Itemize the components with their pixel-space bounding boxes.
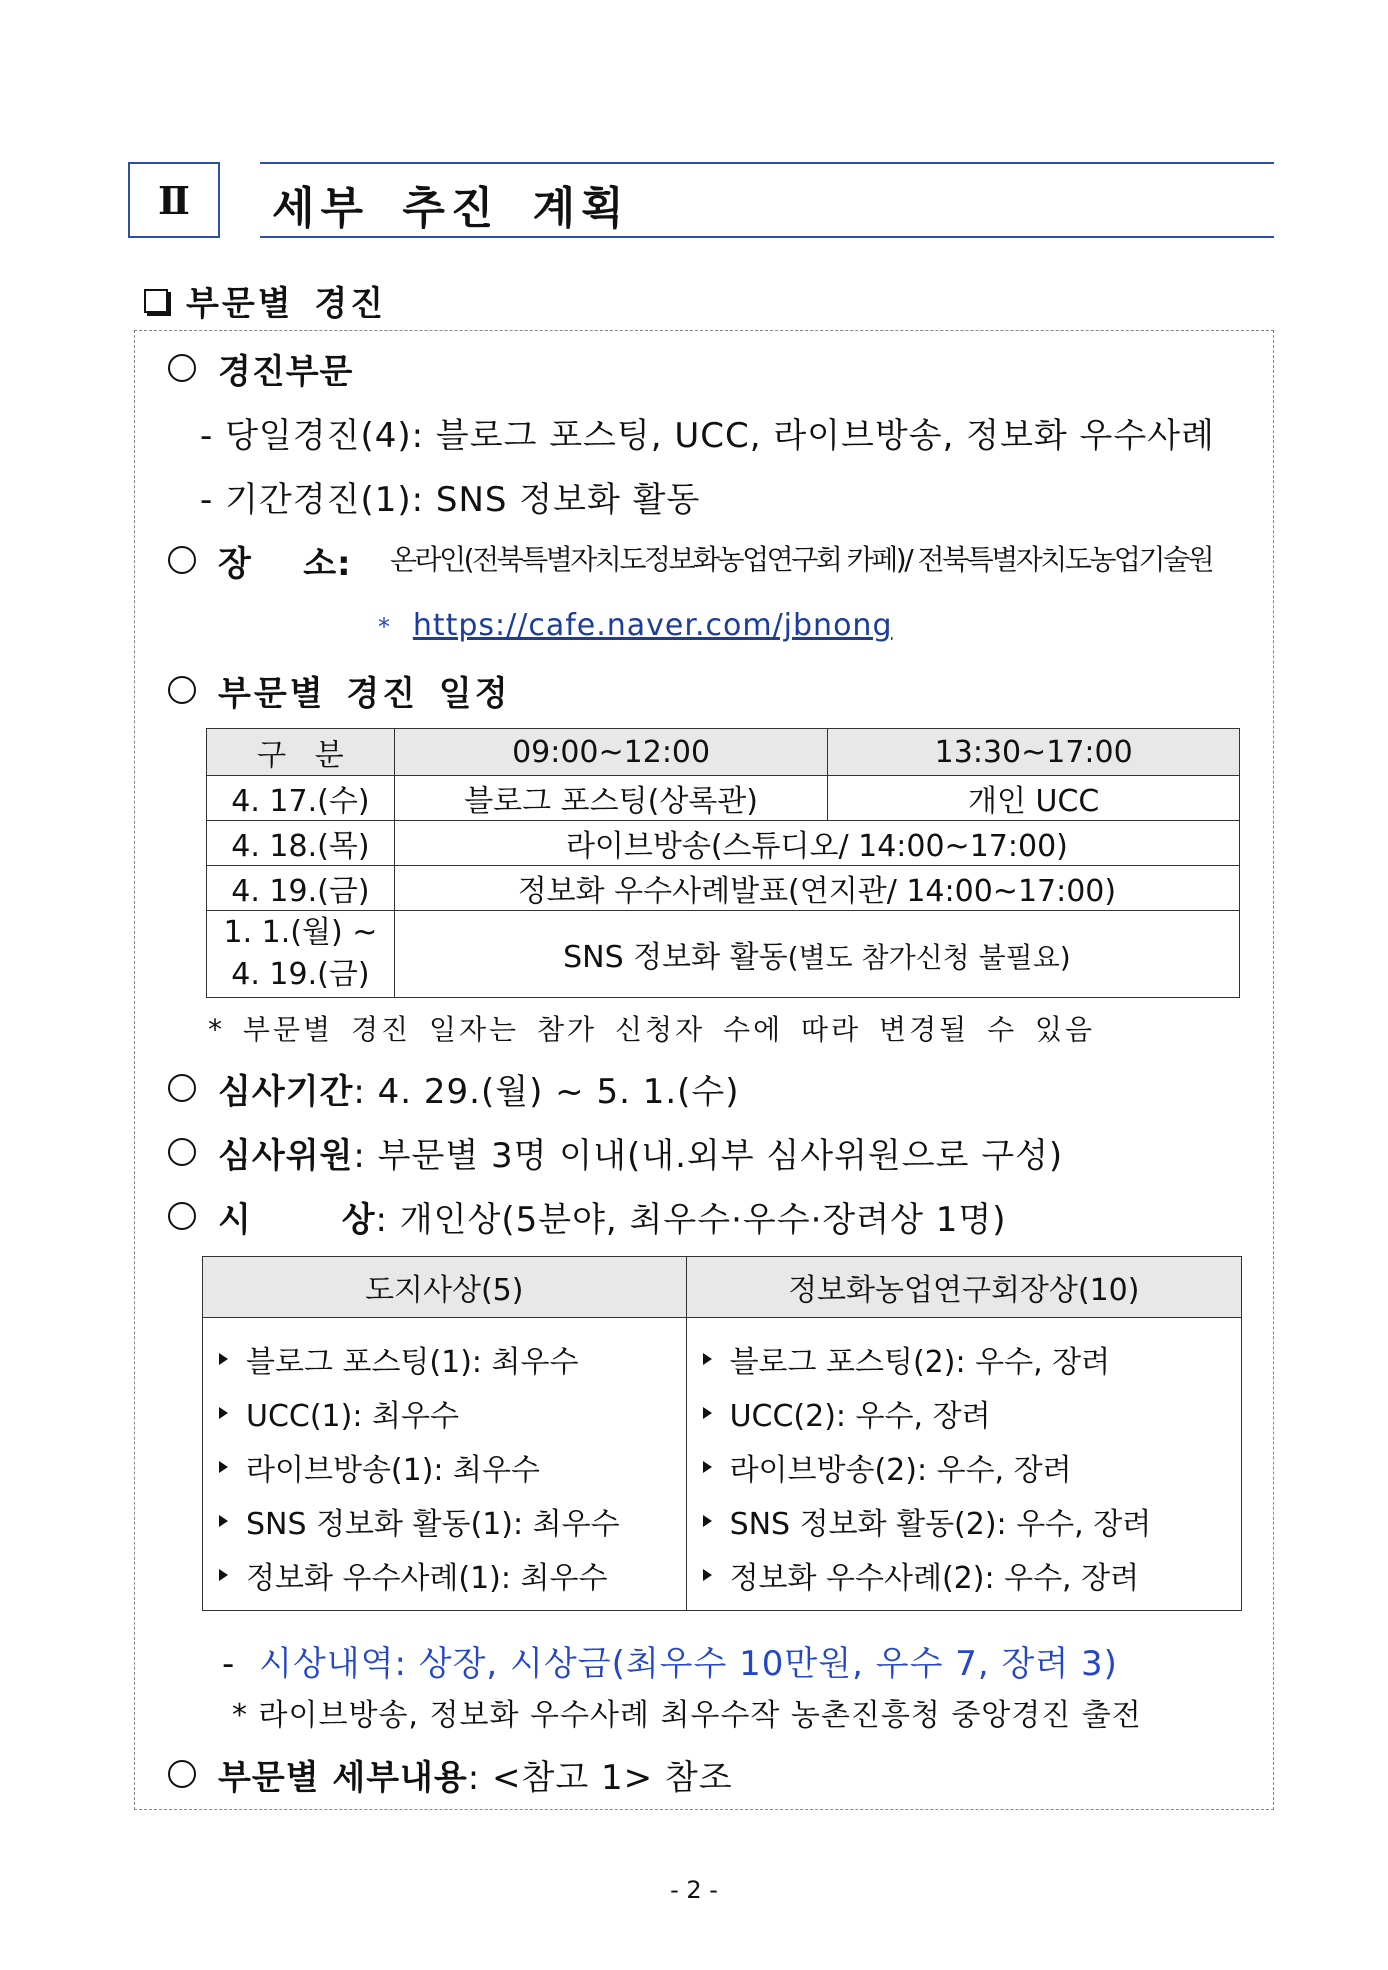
awards-label: 시 상 xyxy=(218,1200,376,1240)
cafe-link[interactable]: https://cafe.naver.com/jbnong xyxy=(412,608,893,643)
triangle-bullet-icon xyxy=(703,1353,712,1365)
details-line xyxy=(218,1750,733,1799)
schedule-date: 4. 17.(수) xyxy=(207,776,395,821)
table-row xyxy=(207,866,1240,911)
review-period-label: 심사기간 xyxy=(218,1072,354,1112)
table-row xyxy=(207,776,1240,821)
schedule-header-am: 09:00~12:00 xyxy=(394,729,828,776)
schedule-event: 정보화 우수사례발표(연지관/ 14:00~17:00) xyxy=(394,866,1239,911)
details-label: 부문별 세부내용 xyxy=(218,1758,468,1798)
title-bottom-rule xyxy=(260,236,1274,238)
triangle-bullet-icon xyxy=(703,1569,712,1581)
list-item xyxy=(703,1494,1241,1548)
circle-bullet-icon xyxy=(168,1202,196,1230)
triangle-bullet-icon xyxy=(703,1407,712,1419)
circle-bullet-icon xyxy=(168,676,196,704)
awards-header-governor: 도지사상(5) xyxy=(203,1257,687,1318)
prize-details-line xyxy=(222,1636,1118,1685)
judges-line xyxy=(218,1128,1063,1177)
schedule-header-row xyxy=(207,729,1240,776)
date-range-start: 1. 1.(월) ~ xyxy=(223,915,378,950)
circle-bullet-icon xyxy=(168,1138,196,1166)
section-title-bar xyxy=(260,162,1274,238)
venue-label: 장 소: xyxy=(218,544,352,584)
link-asterisk: * xyxy=(378,613,391,641)
details-value: : <참고 1> 참조 xyxy=(467,1758,733,1798)
list-item xyxy=(219,1332,686,1386)
award-item-text: 라이브방송(2): 우수, 장려 xyxy=(729,1453,1072,1488)
review-period-line xyxy=(218,1064,740,1113)
list-item xyxy=(219,1386,686,1440)
judges-label: 심사위원 xyxy=(218,1136,354,1176)
judges-value: : 부문별 3명 이내(내.외부 심사위원으로 구성) xyxy=(353,1136,1064,1176)
schedule-am-event: 블로그 포스팅(상록관) xyxy=(394,776,828,821)
award-item-text: UCC(1): 최우수 xyxy=(246,1399,459,1434)
list-item xyxy=(703,1548,1241,1602)
date-range-end: 4. 19.(금) xyxy=(231,957,370,992)
list-item xyxy=(703,1332,1241,1386)
awards-header-society: 정보화농업연구회장상(10) xyxy=(686,1257,1241,1318)
award-item-text: UCC(2): 우수, 장려 xyxy=(729,1399,991,1434)
schedule-table xyxy=(206,728,1240,998)
venue-value: 온라인(전북특별자치도정보화농업연구회 카페)/ 전북특별자치도농업기술원 xyxy=(390,543,1213,576)
categories-heading: 경진부문 xyxy=(218,352,354,392)
prize-dash: - xyxy=(222,1644,236,1684)
schedule-event: 라이브방송(스튜디오/ 14:00~17:00) xyxy=(394,821,1239,866)
title-top-rule xyxy=(260,162,1274,164)
triangle-bullet-icon xyxy=(703,1461,712,1473)
award-item-text: SNS 정보화 활동(1): 최우수 xyxy=(246,1507,620,1542)
schedule-header-category: 구 분 xyxy=(207,729,395,776)
award-item-text: 정보화 우수사례(2): 우수, 장려 xyxy=(729,1561,1140,1596)
page-number: - 2 - xyxy=(670,1876,718,1904)
table-row xyxy=(207,911,1240,998)
section-numeral: Ⅱ xyxy=(128,162,220,238)
period-categories: - 기간경진(1): SNS 정보화 활동 xyxy=(200,480,701,520)
section-title: 세부 추진 계획 xyxy=(272,183,630,234)
award-item-text: 블로그 포스팅(1): 최우수 xyxy=(246,1345,579,1380)
governor-award-list xyxy=(203,1318,687,1611)
same-day-categories: - 당일경진(4): 블로그 포스팅, UCC, 라이브방송, 정보화 우수사례 xyxy=(200,416,1215,456)
triangle-bullet-icon xyxy=(219,1515,228,1527)
circle-bullet-icon xyxy=(168,1074,196,1102)
list-item xyxy=(703,1386,1241,1440)
schedule-date: 4. 19.(금) xyxy=(207,866,395,911)
circle-bullet-icon xyxy=(168,354,196,382)
award-item-text: 정보화 우수사례(1): 최우수 xyxy=(246,1561,608,1596)
schedule-note: * 부문별 경진 일자는 참가 신청자 수에 따라 변경될 수 있음 xyxy=(208,1013,1096,1046)
section-header xyxy=(128,162,1274,240)
table-row xyxy=(207,821,1240,866)
triangle-bullet-icon xyxy=(703,1515,712,1527)
circle-bullet-icon xyxy=(168,1760,196,1788)
schedule-heading: 부문별 경진 일정 xyxy=(218,674,511,714)
sns-event-note: (별도 참가신청 불필요) xyxy=(787,941,1071,974)
review-period-value: : 4. 29.(월) ~ 5. 1.(수) xyxy=(353,1072,740,1112)
schedule-pm-event: 개인 UCC xyxy=(828,776,1240,821)
list-item xyxy=(219,1440,686,1494)
awards-table xyxy=(202,1256,1242,1611)
circle-bullet-icon xyxy=(168,546,196,574)
award-item-text: 라이브방송(1): 최우수 xyxy=(246,1453,540,1488)
awards-value: : 개인상(5분야, 최우수·우수·장려상 1명) xyxy=(375,1200,1007,1240)
prize-details: 시상내역: 상장, 시상금(최우수 10만원, 우수 7, 장려 3) xyxy=(259,1644,1118,1684)
awards-header-row xyxy=(203,1257,1242,1318)
schedule-date-range xyxy=(207,911,395,998)
list-item xyxy=(703,1440,1241,1494)
triangle-bullet-icon xyxy=(219,1461,228,1473)
subsection-heading xyxy=(144,276,386,325)
triangle-bullet-icon xyxy=(219,1569,228,1581)
triangle-bullet-icon xyxy=(219,1353,228,1365)
award-item-text: SNS 정보화 활동(2): 우수, 장려 xyxy=(729,1507,1152,1542)
schedule-event xyxy=(394,911,1239,998)
venue-link-line xyxy=(378,604,893,644)
society-award-list xyxy=(686,1318,1241,1611)
award-item-text: 블로그 포스팅(2): 우수, 장려 xyxy=(729,1345,1111,1380)
triangle-bullet-icon xyxy=(219,1407,228,1419)
awards-body-row xyxy=(203,1318,1242,1611)
schedule-date: 4. 18.(목) xyxy=(207,821,395,866)
subsection-title: 부문별 경진 xyxy=(186,284,387,324)
list-item xyxy=(219,1494,686,1548)
awards-line xyxy=(218,1192,1006,1241)
list-item xyxy=(219,1548,686,1602)
sns-event-title: SNS 정보화 활동 xyxy=(563,940,788,975)
checkbox-bullet-icon xyxy=(144,289,168,313)
schedule-header-pm: 13:30~17:00 xyxy=(828,729,1240,776)
national-contest-note: * 라이브방송, 정보화 우수사례 최우수작 농촌진흥청 중앙경진 출전 xyxy=(232,1698,1142,1733)
